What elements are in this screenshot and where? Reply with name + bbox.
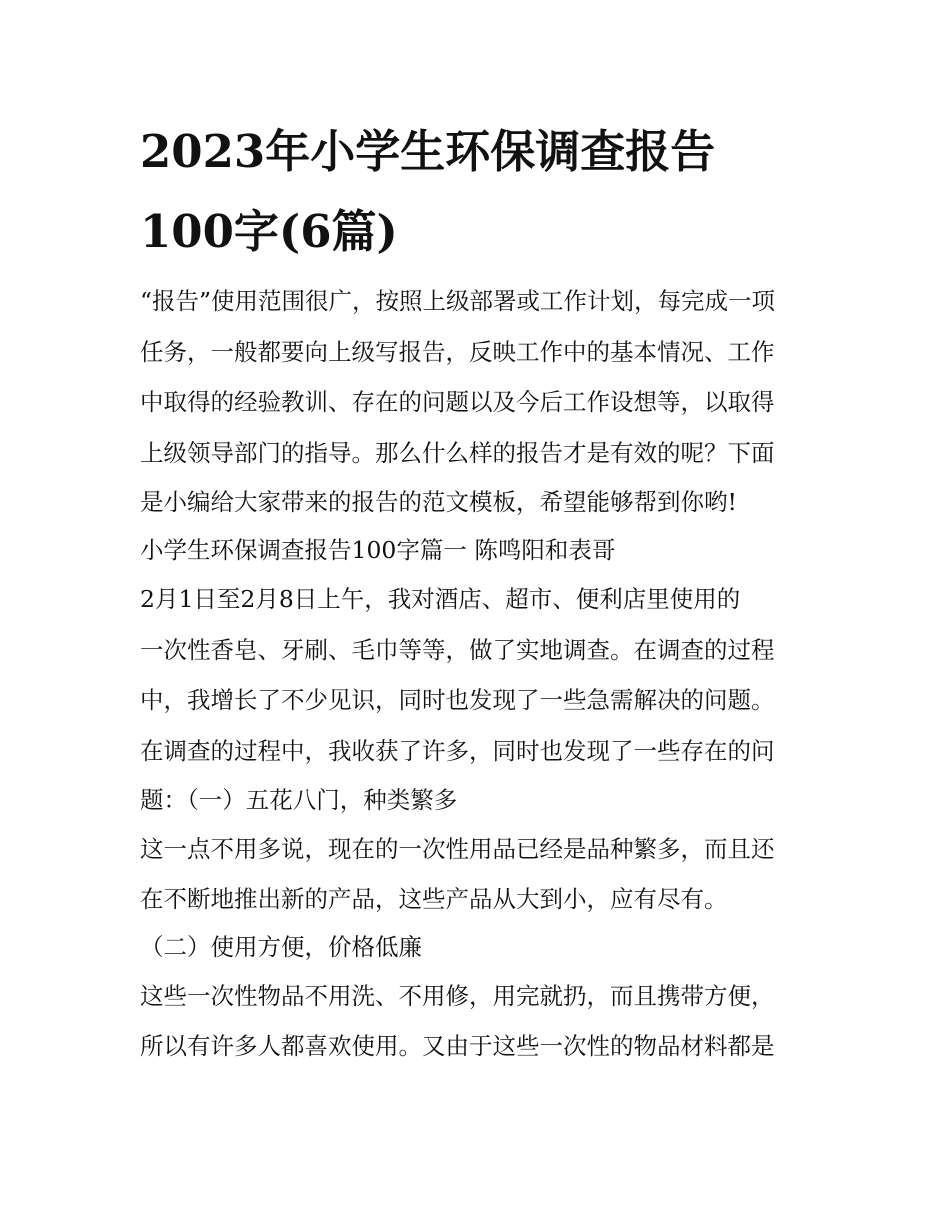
document-body: [140, 276, 820, 1072]
paragraph-line: 中取得的经验教训、存在的问题以及今后工作设想等，以取得: [140, 388, 775, 416]
paragraph-line: 这一点不用多说，现在的一次性用品已经是品种繁多，而且还: [140, 835, 775, 863]
paragraph-line: 在调查的过程中，我收获了许多，同时也发现了一些存在的问: [140, 736, 775, 765]
paragraph-line: 在不断地推出新的产品，这些产品从大到小，应有尽有。: [140, 884, 728, 913]
paragraph-line: 这些一次性物品不用洗、不用修，用完就扔，而且携带方便，: [140, 981, 775, 1010]
paragraph-line: 任务，一般都要向上级写报告，反映工作中的基本情况、工作: [140, 337, 775, 366]
paragraph-line: 2月1日至2月8日上午，我对酒店、超市、便利店里使用的: [140, 585, 741, 613]
paragraph-line: 是小编给大家带来的报告的范文模板，希望能够帮到你哟!: [140, 488, 737, 516]
document-title: [140, 112, 820, 272]
subsection-heading: （二）使用方便，价格低廉: [140, 932, 422, 961]
title-line-2: 100字(6篇): [140, 205, 398, 258]
paragraph-line: 一次性香皂、牙刷、毛巾等等，做了实地调查。在调查的过程: [140, 635, 775, 664]
paragraph-line: 所以有许多人都喜欢使用。又由于这些一次性的物品材料都是: [140, 1032, 775, 1060]
paragraph-line: 题：（一）五花八门，种类繁多: [140, 786, 458, 814]
title-line-1: 2023年小学生环保调查报告: [140, 125, 716, 178]
paragraph-line: “报告”使用范围很广，按照上级部署或工作计划，每完成一项: [140, 287, 776, 315]
section-heading: 小学生环保调查报告100字篇一 陈鸣阳和表哥: [140, 536, 616, 564]
paragraph-line: 上级领导部门的指导。那么什么样的报告才是有效的呢？下面: [140, 438, 775, 467]
paragraph-line: 中，我增长了不少见识，同时也发现了一些急需解决的问题。: [140, 686, 775, 714]
